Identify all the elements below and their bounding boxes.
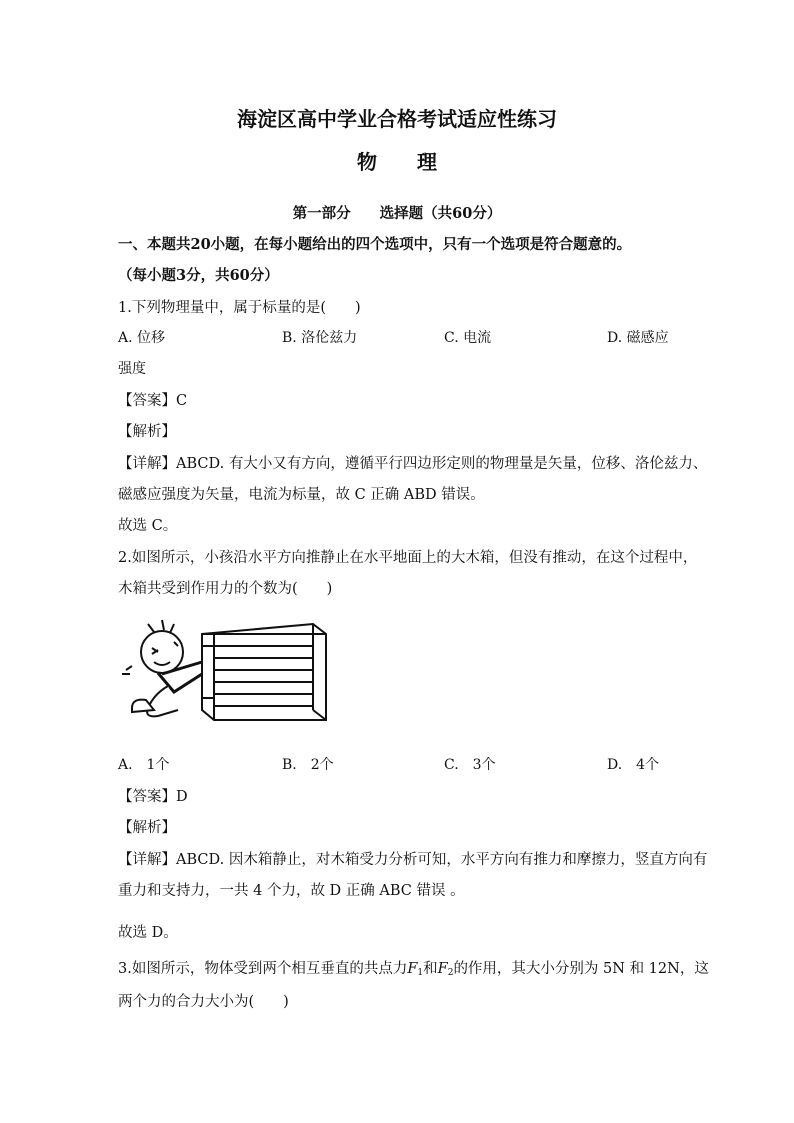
q1-conclusion: 故选 C。 (118, 518, 178, 534)
wooden-box (202, 624, 326, 720)
q1-option-c: C. 电流 (444, 330, 492, 346)
subject-title: 物 理 (357, 150, 437, 174)
q1-answer: 【答案】C (118, 393, 188, 409)
q3-force-symbol-2: F (437, 961, 448, 977)
q3-stem-part-b: 的作用，其大小分别为 5N 和 12N，这 (453, 961, 709, 977)
q1-option-a: A. 位移 (118, 330, 166, 346)
q2-conclusion: 故选 D。 (118, 925, 178, 941)
q2-option-d: D. 4个 (607, 757, 660, 773)
q1-option-d-continued: 强度 (118, 361, 146, 377)
exam-title: 海淀区高中学业合格考试适应性练习 (237, 107, 557, 131)
q1-option-d: D. 磁感应 (607, 330, 669, 346)
q2-answer: 【答案】D (118, 789, 188, 805)
q3-force-subscript-1: 1 (417, 968, 424, 978)
q2-analysis-label: 【解析】 (118, 820, 176, 836)
q2-detail-line1: 【详解】ABCD. 因木箱静止，对木箱受力分析可知，水平方向有推力和摩擦力，竖直方向有 (118, 852, 708, 868)
q1-analysis-label: 【解析】 (118, 424, 176, 440)
q2-detail-line2: 重力和支持力，一共 4 个力，故 D 正确 ABC 错误 。 (118, 883, 465, 899)
part-heading: 第一部分 选择题（共60分） (292, 205, 502, 222)
q1-detail-line2: 磁感应强度为矢量，电流为标量，故 C 正确 ABD 错误。 (118, 487, 485, 503)
q3-force-symbol-1: F (407, 961, 418, 977)
q2-stem-line2: 木箱共受到作用力的个数为( ) (118, 581, 333, 597)
q3-stem-line2: 两个力的合力大小为( ) (118, 994, 289, 1010)
q2-option-a: A. 1个 (118, 757, 170, 773)
q1-stem: 1.下列物理量中，属于标量的是( ) (118, 300, 361, 316)
q3-stem-line1 (118, 957, 709, 978)
section-instruction-line2: （每小题3分，共60分） (118, 267, 279, 284)
q3-stem-part-a: 3.如图所示，物体受到两个相互垂直的共点力 (118, 961, 408, 977)
q1-detail-line1: 【详解】ABCD. 有大小又有方向，遵循平行四边形定则的物理量是矢量，位移、洛伦兹力、 (118, 456, 708, 472)
q2-figure-child-pushing-box (118, 612, 336, 724)
q1-option-b: B. 洛伦兹力 (282, 330, 358, 346)
section-instruction-line1: 一、本题共20小题，在每小题给出的四个选项中，只有一个选项是符合题意的。 (118, 236, 632, 253)
q2-option-c: C. 3个 (444, 757, 496, 773)
q3-force-subscript-2: 2 (447, 968, 454, 978)
q2-stem-line1: 2.如图所示，小孩沿水平方向推静止在水平地面上的大木箱，但没有推动，在这个过程中， (118, 550, 698, 566)
q3-and: 和 (423, 961, 438, 977)
q2-option-b: B. 2个 (282, 757, 334, 773)
child-figure (122, 620, 202, 716)
